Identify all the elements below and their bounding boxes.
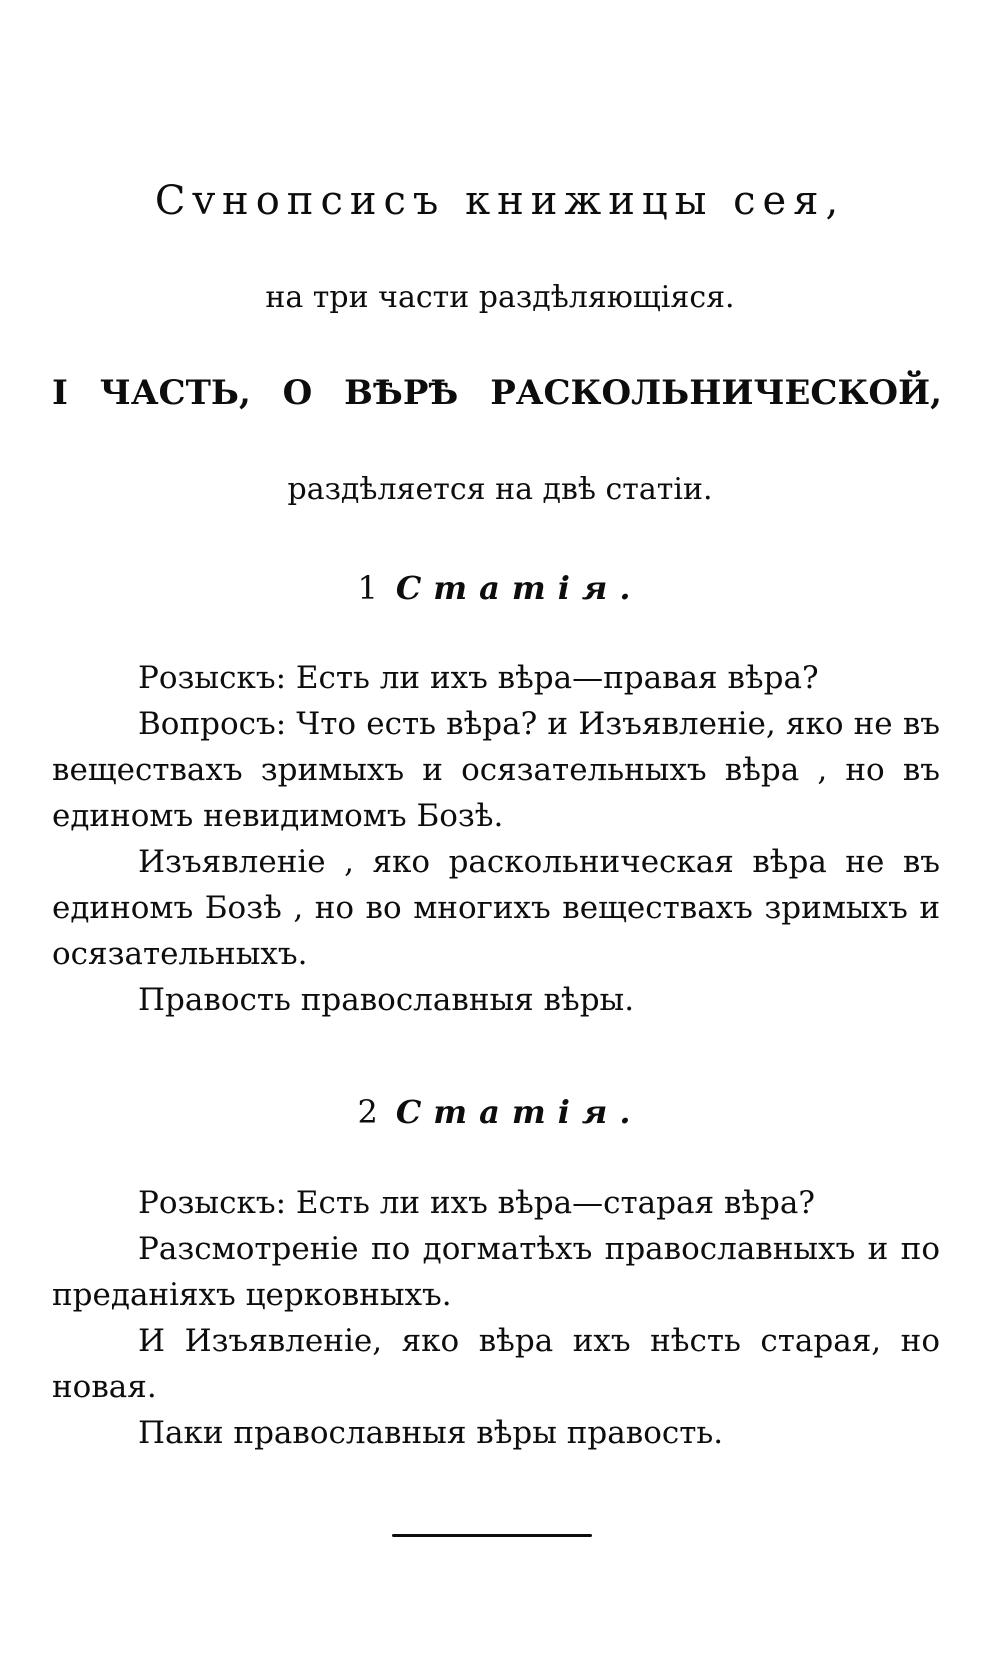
page-title: Сvнопсисъ книжицы сея, [154, 178, 846, 224]
article-1-paragraph: Розыскъ: Есть ли ихъ вѣра—правая вѣра? [138, 660, 819, 696]
page-subtitle: на три части раздѣляющіяся. [265, 280, 735, 315]
part-subheading: раздѣляется на двѣ статіи. [287, 472, 713, 507]
article-2-paragraph: Паки православныя вѣры правость. [138, 1415, 724, 1451]
article-1-paragraph: Правость православныя вѣры. [138, 982, 635, 1018]
article-2-number: 2 [357, 1093, 378, 1131]
article-1-paragraph: Изъявленіе , яко раскольническая вѣра не въ единомъ Бозѣ , но во многихъ веществахъ зримыхъ и осязательныхъ. [52, 844, 940, 972]
article-1-paragraph: Вопросъ: Что есть вѣра? и Изъявленіе, яко не въ веществахъ зримыхъ и осязательныхъ вѣра , но въ единомъ невидимомъ Бозѣ. [52, 706, 940, 834]
article-1-heading [0, 566, 1000, 610]
article-2-heading [0, 1090, 1000, 1134]
article-2-paragraph: И Изъявленіе, яко вѣра ихъ нѣсть старая, но новая. [52, 1323, 940, 1405]
part-heading: I ЧАСТЬ, О ВѢРѢ РАСКОЛЬНИЧЕСКОЙ, [52, 373, 942, 413]
article-2-paragraph: Розыскъ: Есть ли ихъ вѣра—старая вѣра? [138, 1185, 815, 1221]
article-1-label: Статія. [395, 569, 643, 607]
article-2-label: Статія. [395, 1093, 643, 1131]
article-1-number: 1 [357, 569, 378, 607]
article-1-body [52, 655, 940, 1023]
closing-rule [392, 1534, 592, 1537]
article-2-body [52, 1180, 940, 1456]
article-2-paragraph: Разсмотреніе по догматѣхъ православныхъ и по преданіяхъ церковныхъ. [52, 1231, 940, 1313]
